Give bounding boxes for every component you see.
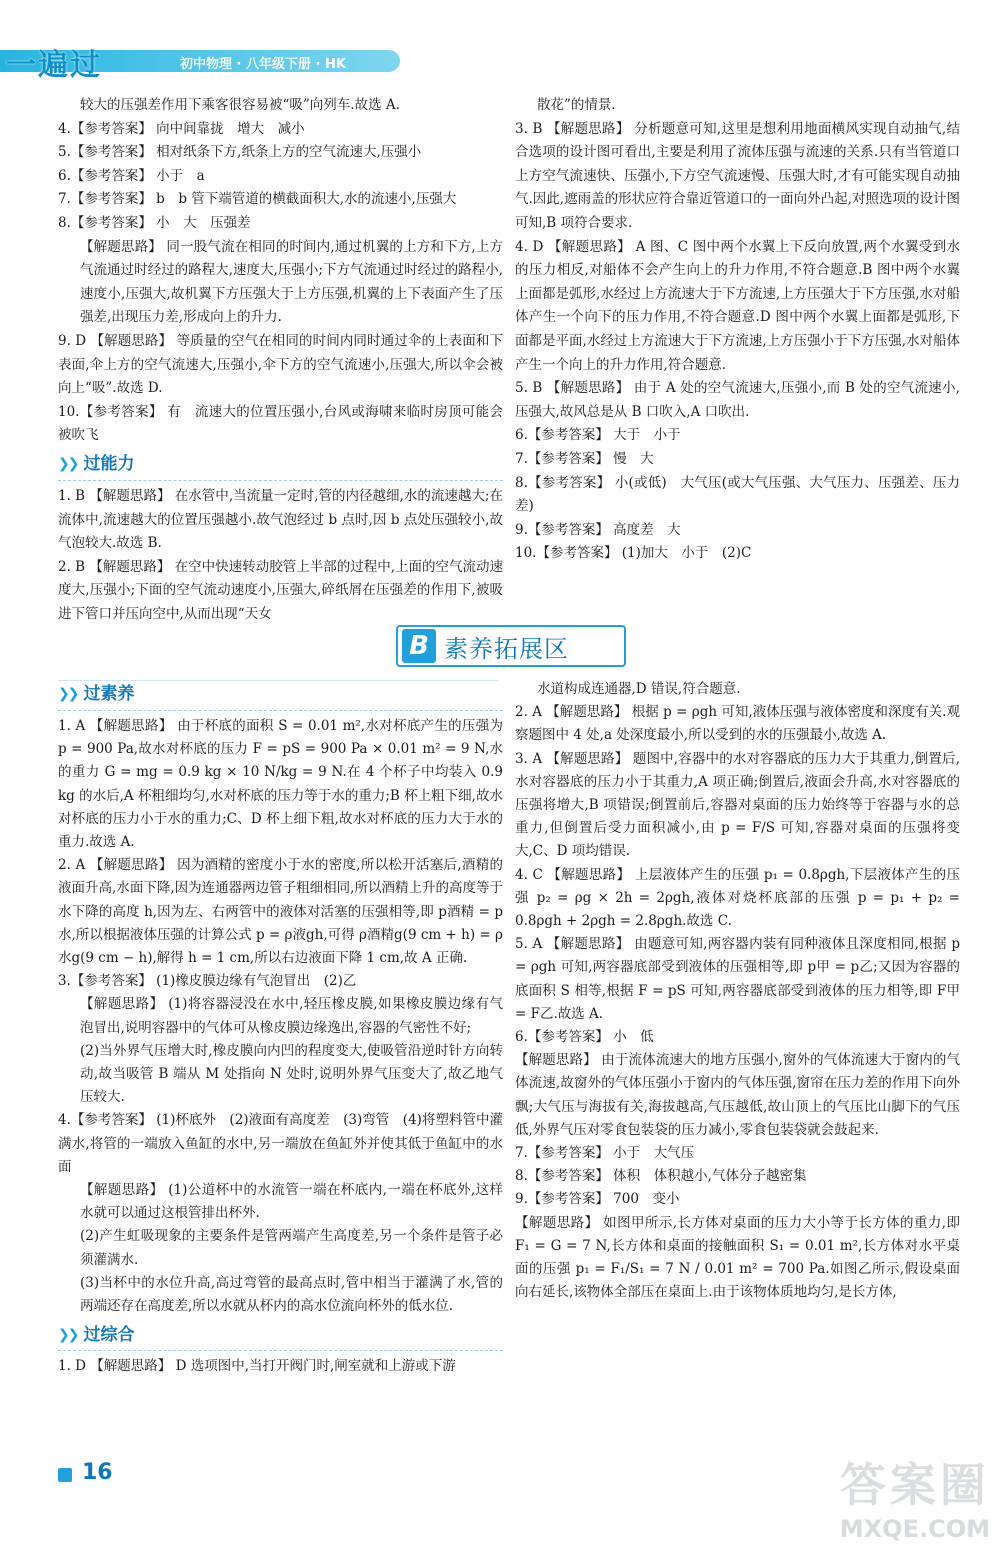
answer-line: 1. A 【解题思路】 由于杯底的面积 S = 0.01 m²,水对杯底产生的压强为 p = 900 Pa,故水对杯底的压力 F = pS = 900 Pa × 0.01 m² = 9 N,水的重力 G = mg = 0.9 kg × 10 N/kg = 9 N.在 4 个杯子中均装入 0.9 kg 的水后,A 杯粗细均匀,水对杯底的压力等于水的重力;B 杯上粗下细,故水对杯底的压力小于水的重力;C、D 杯上细下粗,故水对杯底的压力大于水的重力.故选 A. — [58, 718, 503, 851]
answer-line: 【解题思路】 同一股气流在相同的时间内,通过机翼的上方和下方,上方气流通过时经过的路程大,速度大,压强小;下方气流通过时经过的路程小,速度小,压强大,故机翼下方压强大于上方压强,机翼的上下表面产生了压强差,出现压力差,形成向上的升力. — [80, 238, 503, 326]
answer-line: 4.【参考答案】 向中间靠拢 增大 减小 — [58, 120, 305, 137]
answer-line: (2)当外界气压增大时,橡皮膜向内凹的程度变大,使吸管沿逆时针方向转动,故当吸管 B 端从 M 处指向 N 处时,说明外界气压变大了,故乙地气压较大. — [80, 1042, 503, 1106]
section-heading-suyang: ❯❯ 过素养 — [58, 680, 503, 711]
answer-line: 10.【参考答案】 有 流速大的位置压强小,台风或海啸来临时房顶可能会被吹飞 — [58, 403, 503, 444]
answer-line: 【解题思路】 (1)公道杯中的水流管一端在杯底内,一端在杯底外,这样水就可以通过这根管排出杯外. — [80, 1182, 503, 1222]
section-banner — [396, 625, 626, 667]
answer-line: 5.【参考答案】 相对纸条下方,纸条上方的空气流速大,压强小 — [58, 144, 422, 161]
answer-line: 2. B 【解题思路】 在空中快速转动胶管上半部的过程中,上面的空气流动速度大,压强小;下面的空气流动速度小,压强大,碎纸屑在压强差的作用下,被吸进下管口并压向空中,从而出现“天女 — [58, 558, 503, 622]
watermark — [840, 1449, 990, 1543]
page-header — [0, 40, 400, 88]
answer-line: 水道构成连通器,D 错误,符合题意. — [537, 681, 741, 697]
answer-line: 9. D 【解题思路】 等质量的空气在相同的时间内同时通过伞的上表面和下表面,伞上方的空气流速大,压强小,伞下方的空气流速小,压强大,所以伞会被向上“吸”.故选 D. — [58, 332, 503, 397]
answer-line: 7.【参考答案】 小于 大气压 — [515, 1145, 695, 1162]
wing-icon: ❯❯ — [58, 456, 78, 473]
answer-line: 8.【参考答案】 小(或低) 大气压(或大气压强、大气压力、压强差、压力差) — [515, 474, 960, 515]
upper-right-column — [515, 94, 960, 566]
answer-line: 1. D 【解题思路】 D 选项图中,当打开阀门时,闸室就和上游或下游 — [58, 1358, 456, 1375]
answer-line: 4.【参考答案】 (1)杯底外 (2)液面有高度差 (3)弯管 (4)将塑料管中灌满水,将管的一端放入鱼缸的水中,另一端放在鱼缸外并使其低于鱼缸中的水面 — [58, 1112, 503, 1175]
answer-line: 1. B 【解题思路】 在水管中,当流量一定时,管的内径越细,水的流速越大;在流体中,流速越大的位置压强越小.故气泡经过 b 点时,因 b 点处压强较小,故气泡较大.故选 B. — [58, 487, 503, 552]
upper-left-column — [58, 94, 503, 626]
answer-line: 4. C 【解题思路】 上层液体产生的压强 p₁ = 0.8ρgh,下层液体产生的压强 p₂ = ρg × 2h = 2ρgh,液体对烧杯底部的压强 p = p₁ + p₂ = 0.8ρgh + 2ρgh = 2.8ρgh.故选 C. — [515, 866, 960, 930]
answer-line: 2. A 【解题思路】 因为酒精的密度小于水的密度,所以松开活塞后,酒精的液面升高,水面下降,因为连通器两边管子粗细相同,所以酒精上升的高度等于水下降的高度 h,因为左、右两管中的液体对活塞的压强相等,即 p酒精 = p水,所以根据液体压强的计算公式 p = ρ液gh,可得 ρ酒精g(9 cm + h) = ρ水g(9 cm − h),解得 h = 1 cm,所以右边液面下降 1 cm,故 A 正确. — [58, 857, 503, 967]
answer-line: 9.【参考答案】 高度差 大 — [515, 521, 681, 538]
answer-line: 较大的压强差作用下乘客很容易被“吸”向列车.故选 A. — [80, 97, 400, 113]
wing-icon: ❯❯ — [58, 686, 78, 703]
answer-line: 7.【参考答案】 b b 管下端管道的横截面积大,水的流速小,压强大 — [58, 191, 457, 208]
page-number-marker — [58, 1468, 72, 1482]
answer-line: 5. A 【解题思路】 由题意可知,两容器内装有同种液体且深度相同,根据 p = ρgh 可知,两容器底部受到液体的压强相等,即 p甲 = p乙;又因为容器的底面积 S 相等,根据 F = pS 可知,两容器底部受到液体的压力相等,即 F甲 = F乙.故选 A. — [515, 936, 960, 1022]
watermark-logo: 答案圈 — [839, 1458, 990, 1512]
answer-line: 散花”的情景. — [537, 97, 616, 113]
lower-left-column — [58, 678, 503, 1378]
answer-line: 5. B 【解题思路】 由于 A 处的空气流速大,压强小,而 B 处的空气流速小,压强大,故风总是从 B 口吹入,A 口吹出. — [515, 380, 960, 420]
answer-line: (2)产生虹吸现象的主要条件是管两端产生高度差,另一个条件是管子必须灌满水. — [80, 1228, 503, 1268]
lower-right-column — [515, 678, 960, 1304]
wing-icon: ❯❯ — [58, 1326, 78, 1343]
answer-line: 6.【参考答案】 小于 a — [58, 167, 205, 184]
answer-line: 6.【参考答案】 小 低 — [515, 1029, 654, 1046]
header-subtitle: 初中物理 · 八年级下册 · HK — [180, 57, 346, 72]
answer-line: 2. A 【解题思路】 根据 p = ρgh 可知,液体压强与液体密度和深度有关.观察题图中 4 处,a 处深度最小,所以受到的水的压强最小,故选 A. — [515, 704, 960, 744]
section-heading-zonghe: ❯❯ 过综合 — [58, 1320, 503, 1351]
answer-line: 7.【参考答案】 慢 大 — [515, 450, 654, 467]
answer-line: 3. B 【解题思路】 分析题意可知,这里是想利用地面横风实现自动抽气,结合选项的设计图可看出,主要是利用了流体压强与流速的关系.只有当管道口上方空气流速快、压强小,下方空气流速慢、压强大时,才有可能实现自动抽气.因此,遮雨盖的形状应符合靠近管道口的一面向外凸起,对照选项的设计图可知,B 项符合要求. — [515, 120, 960, 231]
brand-logo: 一遍过 — [6, 48, 102, 83]
answer-line: 【解题思路】 如图甲所示,长方体对桌面的压力大小等于长方体的重力,即 F₁ = G = 7 N,长方体和桌面的接触面积 S₁ = 0.01 m²,长方体对水平桌面的压强 p₁ = F₁/S₁ = 7 N / 0.01 m² = 700 Pa.如图乙所示,假设桌面向右延长,该物体全部压在桌面上.由于该物体质地均匀,是长方体, — [515, 1214, 960, 1301]
banner-title: 素养拓展区 — [444, 634, 569, 663]
answer-line: 【解题思路】 由于流体流速大的地方压强小,窗外的气体流速大于窗内的气体流速,故窗外的气体压强小于窗内的气体压强,窗帘在压力差的作用下向外飘;大气压与海拔有关,海拔越高,气压越低,故山顶上的气压比山脚下的气压低,外界气压对零食包装袋的压力减小,零食包装袋就会鼓起来. — [515, 1052, 960, 1138]
page-number: 16 — [82, 1460, 113, 1485]
answer-line: 10.【参考答案】 (1)加大 小于 (2)C — [515, 545, 752, 562]
section-heading-neng: ❯❯ 过能力 — [58, 450, 503, 481]
answer-line: 8.【参考答案】 小 大 压强差 — [58, 214, 251, 231]
answer-line: 8.【参考答案】 体积 体积越小,气体分子越密集 — [515, 1168, 807, 1185]
answer-line: (3)当杯中的水位升高,高过弯管的最高点时,管中相当于灌满了水,管的两端还存在高度差,所以水就从杯内的高水位流向杯外的低水位. — [80, 1274, 503, 1315]
answer-line: 3. A 【解题思路】 题图中,容器中的水对容器底的压力大于其重力,倒置后,水对容器底的压力小于其重力,A 项正确;倒置后,液面会升高,水对容器底的压强将增大,B 项错误;倒置前后,容器对桌面的压力始终等于容器与水的总重力,但倒置后受力面积减小,由 p = F/S 可知,容器对桌面的压强将变大,C、D 项均错误. — [515, 750, 960, 860]
answer-line: 【解题思路】 (1)将容器浸没在水中,轻压橡皮膜,如果橡皮膜边缘有气泡冒出,说明容器中的气体可从橡皮膜边缘逸出,容器的气密性不好; — [80, 996, 503, 1036]
answer-line: 4. D 【解题思路】 A 图、C 图中两个水翼上下反向放置,两个水翼受到水的压力相反,对船体不会产生向上的升力作用,不符合题意.B 图中两个水翼上面都是弧形,水经过上方流速大于下方流速,上方压强大于下方压强,水对船体产生一个向下的压力作用,不符合题意.D 图中两个水翼上面都是弧形,下面都是平面,水经过上方流速大于下方流速,上方压强小于下方压强,水对船体产生一个向上的升力作用,符合题意. — [515, 238, 960, 373]
banner-letter: B — [402, 629, 436, 663]
answer-line: 9.【参考答案】 700 变小 — [515, 1191, 680, 1208]
answer-line: 6.【参考答案】 大于 小于 — [515, 427, 681, 444]
answer-line: 3.【参考答案】 (1)橡皮膜边缘有气泡冒出 (2)乙 — [58, 973, 357, 990]
watermark-url: MXQE.COM — [839, 1515, 990, 1543]
